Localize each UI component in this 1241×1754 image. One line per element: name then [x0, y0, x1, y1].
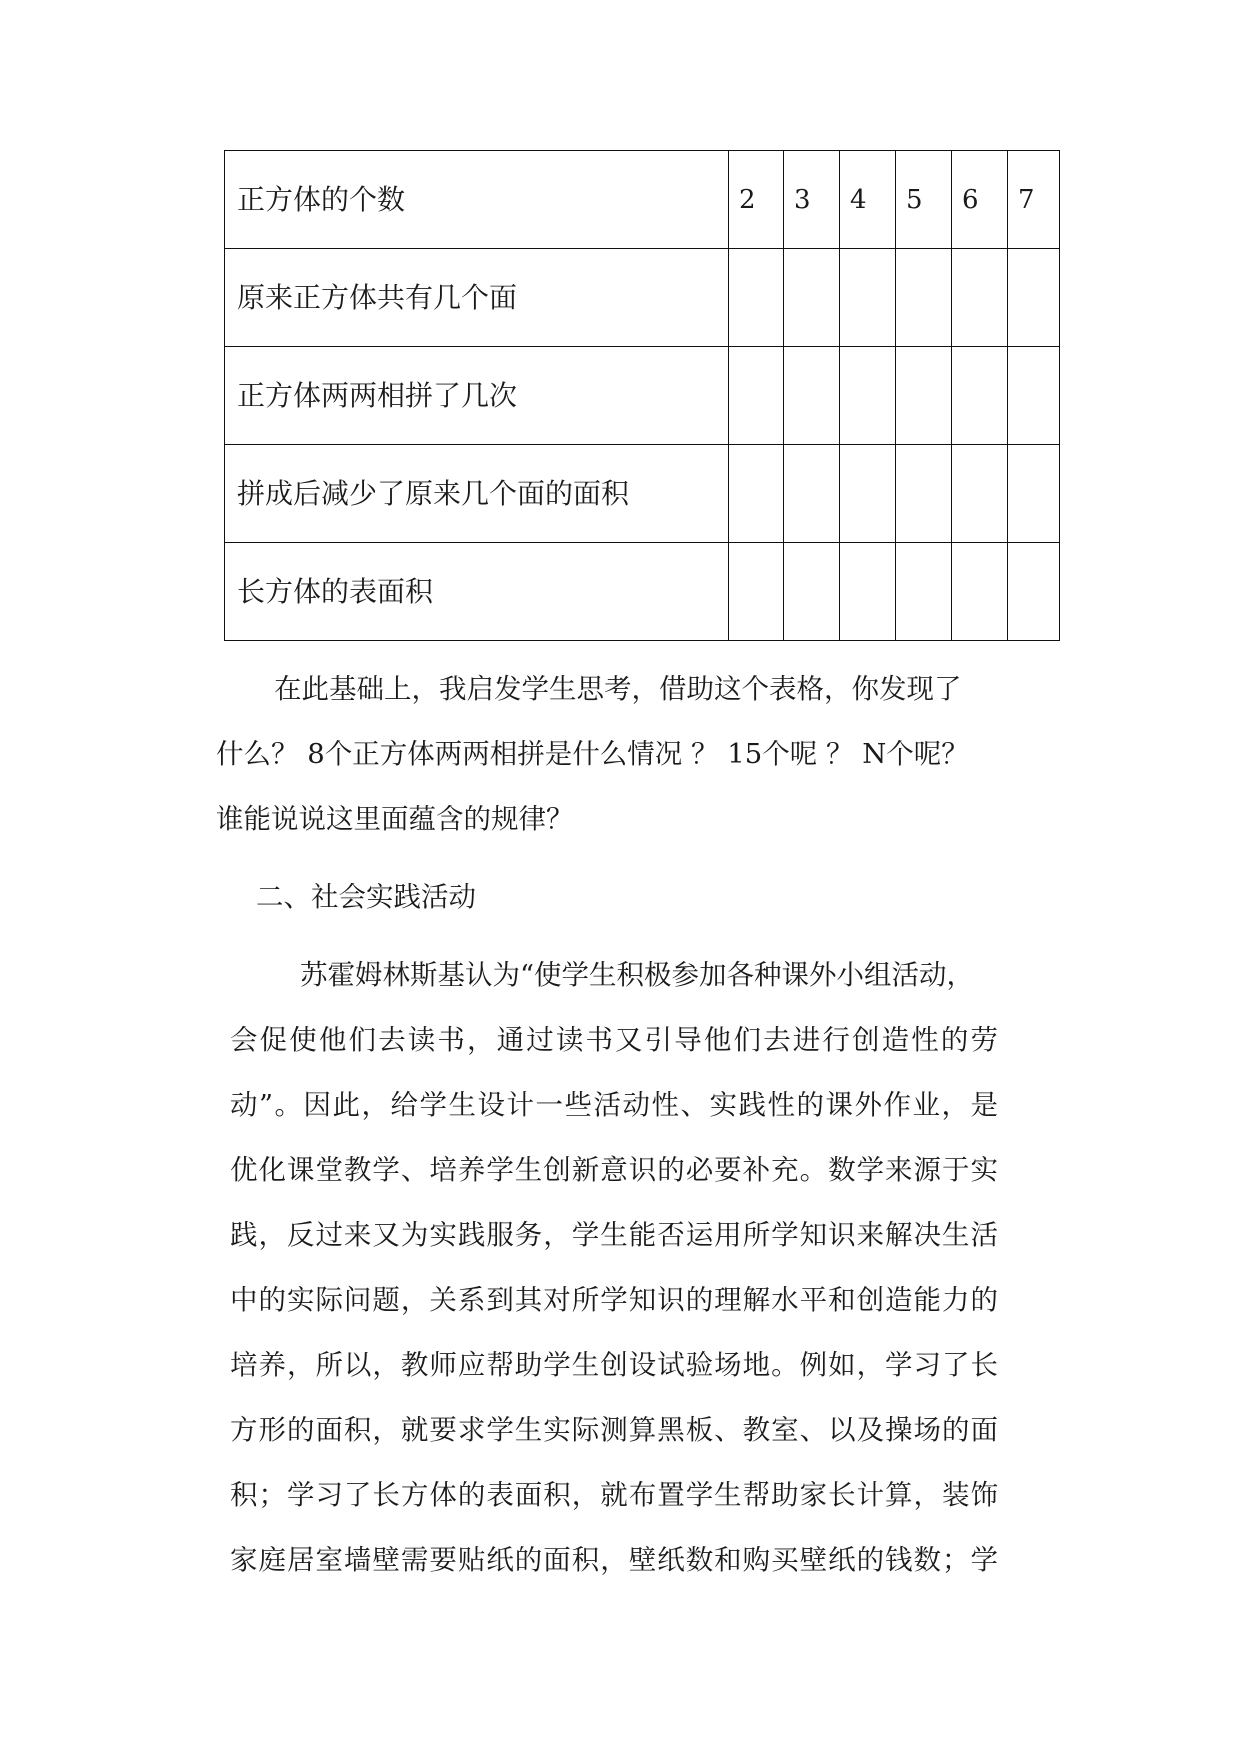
question-line: 什么？ 8个正方体两两相拼是什么情况 ？ 15个呢 ？ N个呢？ [216, 738, 969, 770]
row-label: 原来正方体共有几个面 [225, 249, 729, 347]
cube-count-label: 正方体的个数 [225, 151, 729, 249]
table-cell [840, 445, 896, 543]
body-line: 家庭居室墙壁需要贴纸的面积，壁纸数和购买壁纸的钱数；学 [230, 1544, 998, 1576]
body-line: 优化课堂教学、培养学生创新意识的必要补充。数学来源于实 [230, 1154, 998, 1186]
table-cell [896, 347, 952, 445]
table-cell [896, 543, 952, 641]
body-line: 动”。因此，给学生设计一些活动性、实践性的课外作业，是 [230, 1089, 998, 1121]
table-row [225, 347, 1060, 445]
row-label: 拼成后减少了原来几个面的面积 [225, 445, 729, 543]
table-cell [840, 347, 896, 445]
table-cell [1008, 445, 1060, 543]
question-line: 在此基础上，我启发学生思考，借助这个表格，你发现了 [274, 673, 962, 705]
table-cell [729, 249, 784, 347]
question-line: 谁能说说这里面蕴含的规律？ [216, 803, 574, 835]
table-cell [784, 445, 840, 543]
table-row [225, 543, 1060, 641]
table-cell [952, 543, 1008, 641]
body-line: 中的实际问题，关系到其对所学知识的理解水平和创造能力的 [230, 1284, 998, 1316]
body-line: 苏霍姆林斯基认为“使学生积极参加各种课外小组活动， [300, 959, 975, 991]
table-cell [784, 543, 840, 641]
table-row [225, 249, 1060, 347]
table-cell [840, 249, 896, 347]
table-cell [896, 249, 952, 347]
cube-count-7: 7 [1008, 151, 1060, 249]
body-line: 培养，所以，教师应帮助学生创设试验场地。例如，学习了长 [230, 1349, 998, 1381]
row-label: 正方体两两相拼了几次 [225, 347, 729, 445]
body-line: 会促使他们去读书，通过读书又引导他们去进行创造性的劳 [230, 1024, 998, 1056]
section-heading: 二、社会实践活动 [256, 881, 476, 913]
cube-count-3: 3 [784, 151, 840, 249]
cube-stacking-table [224, 150, 1060, 641]
table-row [225, 445, 1060, 543]
cube-count-6: 6 [952, 151, 1008, 249]
table-cell [952, 347, 1008, 445]
row-label: 长方体的表面积 [225, 543, 729, 641]
table-cell [952, 445, 1008, 543]
table-cell [840, 543, 896, 641]
table-cell [729, 445, 784, 543]
table-cell [784, 347, 840, 445]
table-cell [729, 347, 784, 445]
body-line: 方形的面积，就要求学生实际测算黑板、教室、以及操场的面 [230, 1414, 998, 1446]
cube-count-2: 2 [729, 151, 784, 249]
table-cell [1008, 543, 1060, 641]
table-cell [896, 445, 952, 543]
cube-count-4: 4 [840, 151, 896, 249]
table-cell [1008, 347, 1060, 445]
cube-count-5: 5 [896, 151, 952, 249]
body-line: 践，反过来又为实践服务，学生能否运用所学知识来解决生活 [230, 1219, 998, 1251]
table-cell [952, 249, 1008, 347]
body-line: 积；学习了长方体的表面积，就布置学生帮助家长计算，装饰 [230, 1479, 998, 1511]
table-cell [729, 543, 784, 641]
table-header-row [225, 151, 1060, 249]
table-cell [1008, 249, 1060, 347]
table-cell [784, 249, 840, 347]
